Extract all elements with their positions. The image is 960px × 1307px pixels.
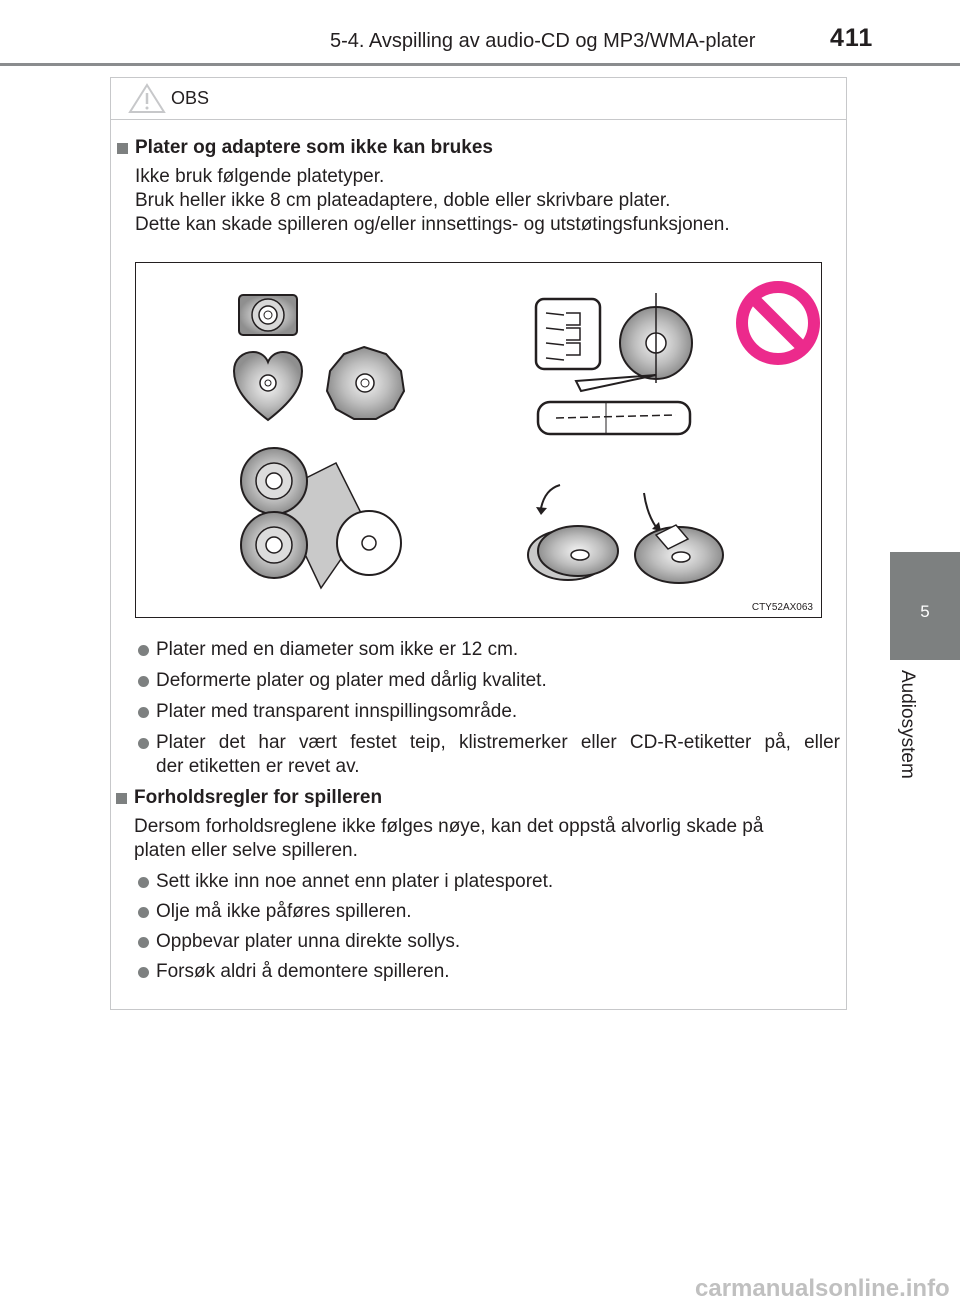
heading-marker <box>116 793 127 804</box>
bullet-text: Plater med transparent innspillingsområde. <box>156 701 518 722</box>
bullet-text-continued: der etiketten er revet av. <box>156 756 360 777</box>
prohibited-icon <box>742 287 814 359</box>
header-divider <box>0 63 960 66</box>
bullet-text: Olje må ikke påføres spilleren. <box>156 901 412 922</box>
notice-label: OBS <box>171 88 210 108</box>
heart-disc-icon <box>234 352 302 420</box>
section-heading-player-precautions: Forholdsregler for spilleren <box>134 787 383 808</box>
paragraph-line: Ikke bruk følgende platetyper. <box>135 166 385 187</box>
unusable-discs-figure <box>135 262 822 618</box>
adapter-discs-icon <box>241 448 401 588</box>
bullet-text: Sett ikke inn noe annet enn plater i platesporet. <box>156 871 554 892</box>
transparent-disc-icon <box>536 293 692 435</box>
bullet-dot <box>138 907 149 918</box>
polygon-disc-icon <box>327 347 404 419</box>
figure-code: CTY52AX063 <box>751 602 813 613</box>
warning-icon <box>127 82 167 114</box>
chapter-number: 5 <box>920 602 930 621</box>
bullet-dot <box>138 937 149 948</box>
heading-marker <box>117 143 128 154</box>
square-disc-icon <box>239 295 297 335</box>
paragraph-line: Bruk heller ikke 8 cm plateadaptere, doble eller skrivbare plater. <box>135 190 671 211</box>
bullet-dot <box>138 967 149 978</box>
section-heading-unusable-discs: Plater og adaptere som ikke kan brukes <box>135 137 493 158</box>
paragraph-line: Dette kan skade spilleren og/eller innsettings- og utstøtingsfunksjonen. <box>135 214 730 235</box>
notice-header <box>111 78 846 120</box>
bullet-dot <box>138 877 149 888</box>
bullet-text: Forsøk aldri å demontere spilleren. <box>156 961 450 982</box>
figure-illustration <box>136 263 823 619</box>
bullet-text: Plater det har vært festet teip, klistremerker eller CD-R-etiketter på, eller <box>156 732 840 753</box>
labeled-discs-icon <box>528 485 723 583</box>
chapter-label: Audiosystem <box>897 670 918 779</box>
chapter-tab <box>890 552 960 660</box>
paragraph-line: Dersom forholdsreglene ikke følges nøye, kan det oppstå alvorlig skade på <box>134 816 764 837</box>
bullet-dot <box>138 707 149 718</box>
paragraph-line: platen eller selve spilleren. <box>134 840 358 861</box>
bullet-dot <box>138 676 149 687</box>
bullet-dot <box>138 738 149 749</box>
watermark: carmanualsonline.info <box>695 1275 950 1302</box>
bullet-text: Deformerte plater og plater med dårlig kvalitet. <box>156 670 547 691</box>
section-title: 5-4. Avspilling av audio-CD og MP3/WMA-plater <box>330 30 756 52</box>
bullet-dot <box>138 645 149 656</box>
bullet-text: Plater med en diameter som ikke er 12 cm. <box>156 639 519 660</box>
page-number: 411 <box>830 24 874 52</box>
bullet-text: Oppbevar plater unna direkte sollys. <box>156 931 461 952</box>
